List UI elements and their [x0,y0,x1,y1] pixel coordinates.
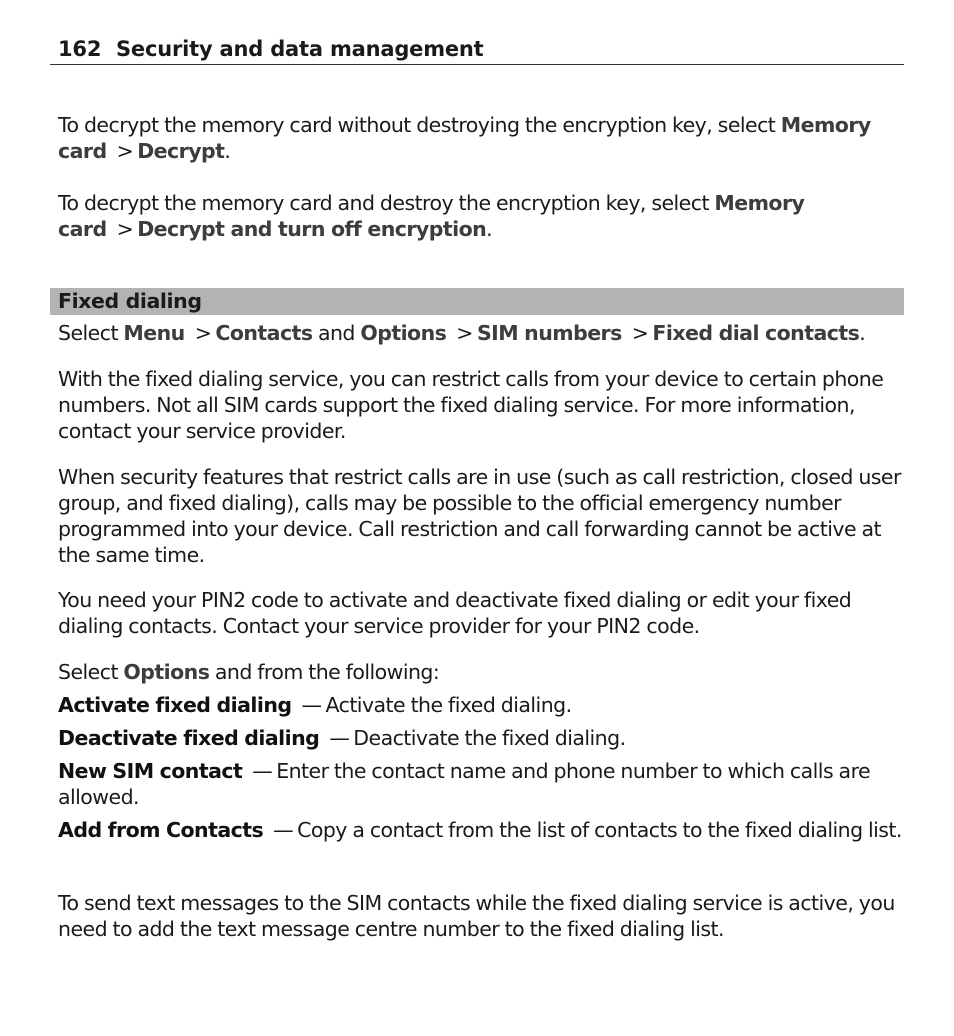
decrypt-destroy-key-paragraph: To decrypt the memory card and destroy the encryption key, select Memory card > Decrypt and turn off encryption. [58,191,805,241]
menu-path-item: Decrypt and turn off encryption [137,217,487,241]
navigation-path-paragraph: Select Menu > Contacts and Options > SIM numbers > Fixed dial contacts. [58,321,866,345]
option-description: Copy a contact from the list of contacts to the fixed dialing list. [297,818,902,842]
options-intro-paragraph [58,659,908,685]
option-term: Activate fixed dialing [58,693,292,717]
paragraph-text: and from the following: [214,660,440,684]
option-item: New SIM contact — Enter the contact name and phone number to which calls are allowed. [58,759,871,809]
section-title: Fixed dialing [58,289,202,313]
page-number: 162 [58,37,102,61]
paragraph-text: To decrypt the memory card and destroy the encryption key, select [58,191,709,215]
menu-path-item: Memory card [58,191,805,241]
paragraph-text: Select [58,660,118,684]
sms-paragraph: To send text messages to the SIM contacts while the fixed dialing service is active, you need to add the text message centre number to the fixed dialing list. [58,891,895,941]
menu-path-item: Menu [123,321,185,345]
menu-path-item: Options [123,660,210,684]
paragraph-text: To decrypt the memory card without destroying the encryption key, select [58,113,776,137]
option-item: Add from Contacts — Copy a contact from the list of contacts to the fixed dialing list. [58,818,902,842]
page-header [50,35,904,65]
option-term: Add from Contacts [58,818,264,842]
chapter-title: Security and data management [116,37,484,61]
menu-path-item: Memory card [58,113,871,163]
fixed-dialing-service-paragraph: With the fixed dialing service, you can restrict calls from your device to certain phone numbers. Not all SIM cards support the fixed dialing service. For more information, contact your service provider. [58,367,884,443]
menu-path-item: Decrypt [137,139,225,163]
menu-path-item: SIM numbers [476,321,622,345]
section-heading-bar [50,288,904,315]
option-description: Activate the fixed dialing. [325,693,572,717]
security-features-paragraph: When security features that restrict calls are in use (such as call restriction, closed user group, and fixed dialing), calls may be possible to the official emergency number programmed into your device. Call restriction and call forwarding cannot be active at the same time. [58,465,901,567]
paragraph-text: and [317,321,355,345]
menu-path-item: Contacts [215,321,313,345]
pin2-paragraph: You need your PIN2 code to activate and deactivate fixed dialing or edit your fixed dialing contacts. Contact your service provider for your PIN2 code. [58,588,852,638]
menu-path-item: Fixed dial contacts [652,321,860,345]
option-term: New SIM contact [58,759,243,783]
option-description: Deactivate the fixed dialing. [353,726,626,750]
paragraph-text: Select [58,321,118,345]
decrypt-keep-key-paragraph: To decrypt the memory card without destroying the encryption key, select Memory card > Decrypt. [58,113,871,163]
option-item: Deactivate fixed dialing — Deactivate the fixed dialing. [58,726,626,750]
option-term: Deactivate fixed dialing [58,726,320,750]
menu-path-item: Options [360,321,447,345]
option-description: Enter the contact name and phone number to which calls are allowed. [58,759,871,809]
option-item: Activate fixed dialing — Activate the fixed dialing. [58,693,572,717]
